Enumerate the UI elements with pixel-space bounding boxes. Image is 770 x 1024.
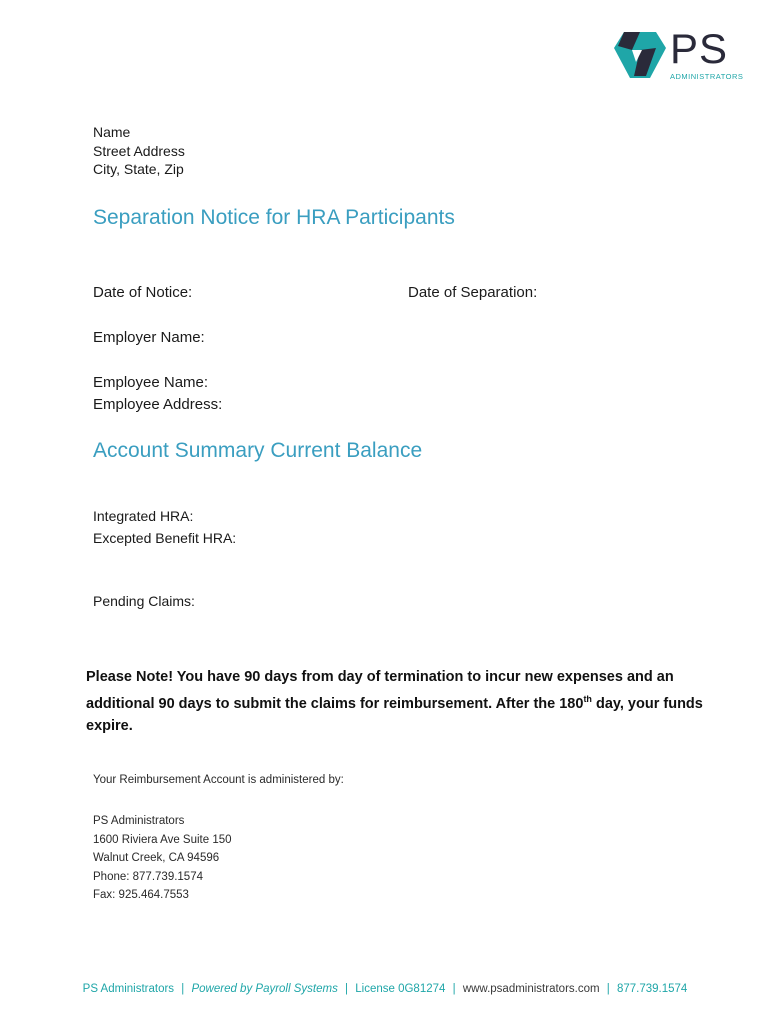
page-title: Separation Notice for HRA Participants (93, 206, 455, 229)
date-of-separation-label: Date of Separation: (408, 284, 538, 301)
company-logo (612, 26, 742, 86)
footer-phone: 877.739.1574 (616, 983, 688, 995)
recipient-street: Street Address (93, 142, 185, 159)
date-of-notice-label: Date of Notice: (93, 284, 193, 301)
logo-subtext: ADMINISTRATORS (670, 72, 744, 81)
note-text-part2: day, your funds expire. (86, 695, 703, 734)
footer-website-link[interactable]: www.psadministrators.com (462, 983, 600, 995)
footer-separator: | (181, 983, 185, 995)
recipient-city: City, State, Zip (93, 161, 184, 177)
footer-powered-by: Powered by Payroll Systems (191, 983, 338, 995)
recipient-name: Name (93, 124, 131, 140)
admin-name: PS Administrators (93, 815, 185, 827)
employee-address-label: Employee Address: (93, 396, 223, 413)
administrator-address (93, 812, 232, 905)
account-summary-heading: Account Summary Current Balance (93, 439, 423, 462)
page-footer (0, 983, 770, 995)
footer-separator: | (606, 983, 610, 995)
pending-claims-label: Pending Claims: (93, 593, 195, 609)
note-superscript: th (583, 694, 592, 704)
employee-name-label: Employee Name: (93, 374, 209, 391)
admin-street: 1600 Riviera Ave Suite 150 (93, 833, 232, 846)
integrated-hra-label: Integrated HRA: (93, 508, 194, 524)
excepted-benefit-hra-label: Excepted Benefit HRA: (93, 530, 237, 546)
admin-city: Walnut Creek, CA 94596 (93, 852, 220, 865)
footer-separator: | (345, 983, 349, 995)
footer-separator: | (452, 983, 456, 995)
admin-fax: Fax: 925.464.7553 (93, 889, 189, 902)
administrator-intro: Your Reimbursement Account is administered by: (93, 774, 344, 786)
employer-name-label: Employer Name: (93, 329, 205, 346)
recipient-address (93, 123, 185, 179)
ps-logo-icon (612, 28, 668, 84)
admin-phone: Phone: 877.739.1574 (93, 870, 203, 883)
footer-license: License 0G81274 (355, 983, 446, 995)
logo-wordmark: PS (670, 25, 729, 72)
important-note (86, 666, 726, 737)
footer-company: PS Administrators (82, 983, 175, 995)
note-text-part1: Please Note! You have 90 days from day of termination to incur new expenses and an additional 90 days to submit the claims for reimbursement. After the 180 (86, 669, 674, 712)
